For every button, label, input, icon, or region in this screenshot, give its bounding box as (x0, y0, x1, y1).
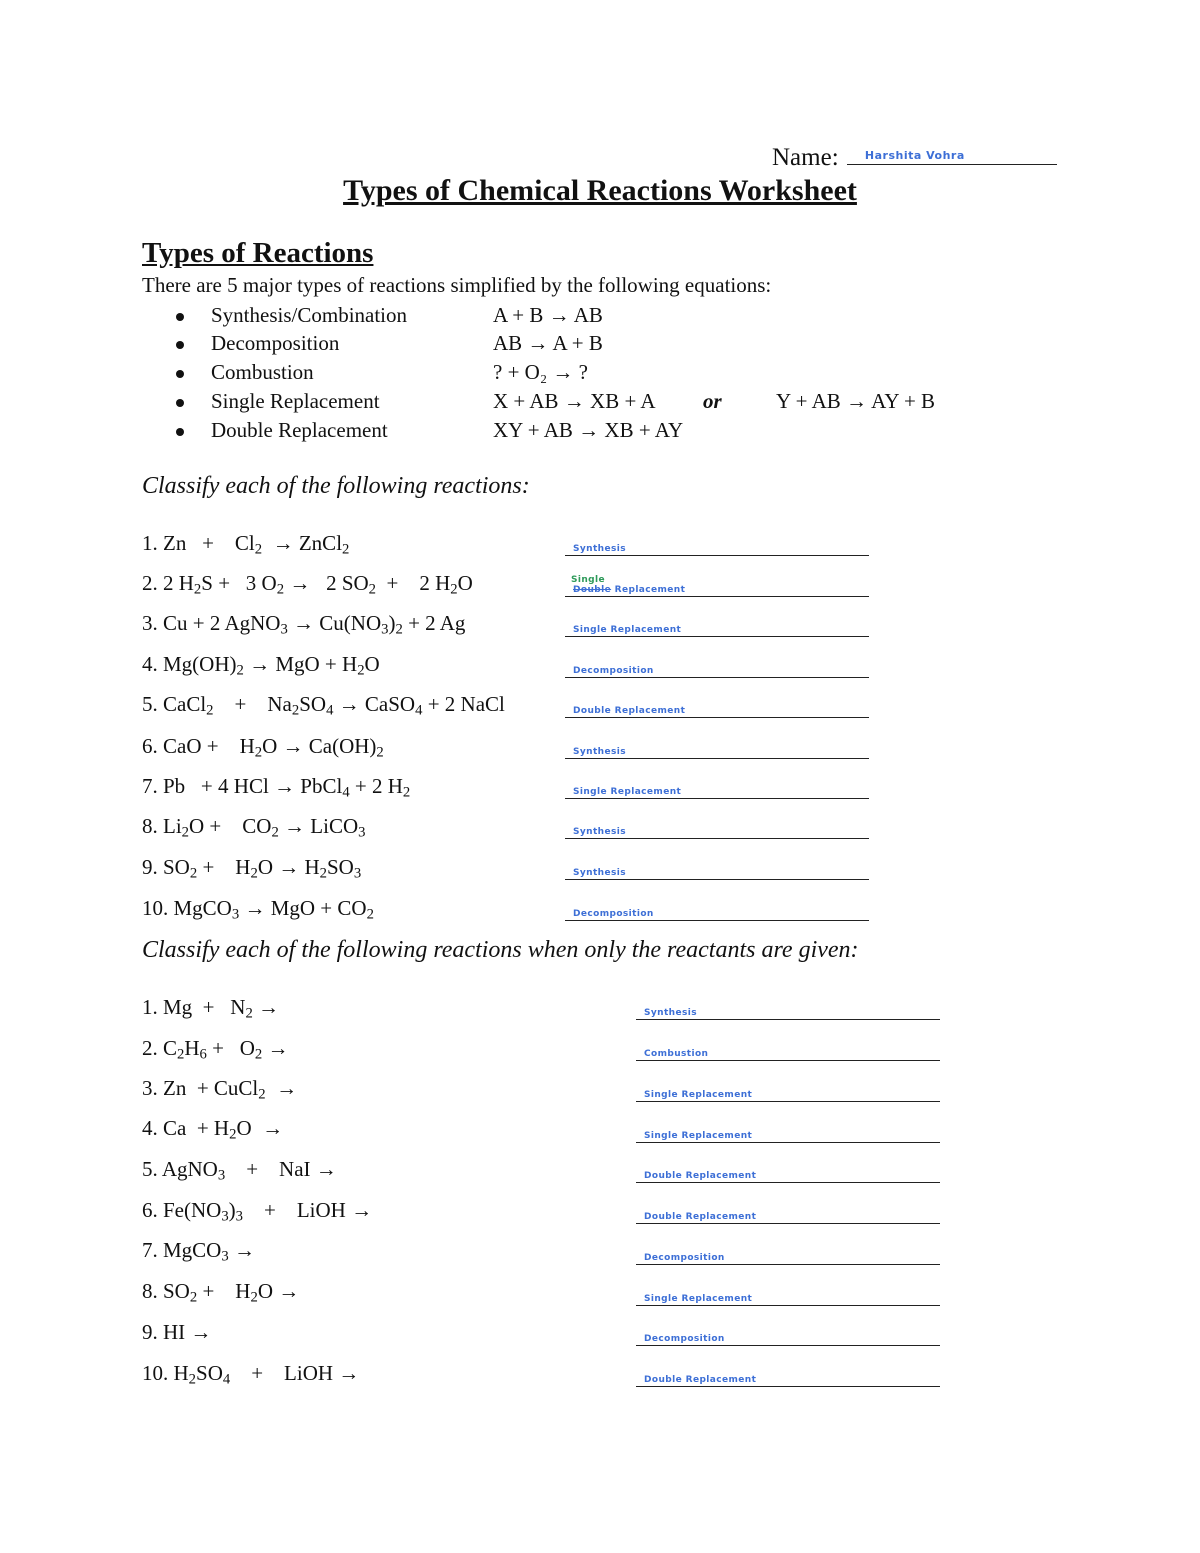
answer-handwriting: Single Replacement (644, 1294, 753, 1304)
reaction-number: 1. (142, 995, 158, 1019)
answer-handwriting: Synthesis (573, 868, 626, 878)
answer-field[interactable] (565, 539, 869, 556)
answer-handwriting: Synthesis (573, 544, 626, 554)
answer-handwriting: Single Replacement (644, 1090, 753, 1100)
worksheet-title: Types of Chemical Reactions Worksheet (343, 174, 857, 207)
reaction-number: 2. (142, 571, 158, 595)
type-name: Single Replacement (211, 389, 380, 413)
answer-handwriting: Double Replacement (644, 1212, 757, 1222)
answer-handwriting: Decomposition (644, 1334, 725, 1344)
answer-field[interactable] (636, 1248, 940, 1265)
reaction-number: 6. (142, 1198, 158, 1222)
answer-field[interactable] (636, 1370, 940, 1387)
reaction: 7. Pb + 4 HCl → PbCl$_4$ + 2 $H_2$ (142, 774, 411, 801)
name-handwriting: Harshita Vohra (864, 149, 965, 162)
answer-handwriting: Double Replacement (644, 1171, 757, 1181)
type-name: Synthesis/Combination (211, 303, 408, 327)
reaction: 8. $Li_2O$ + $CO_2$ → LiCO$_3$ (142, 814, 366, 841)
answer-handwriting: Decomposition (573, 666, 654, 676)
type-equation: X + AB → XB + A (493, 389, 656, 413)
answer-field[interactable] (636, 1289, 940, 1306)
reaction: 10. MgCO$_3$ → MgO + $CO_2$ (142, 896, 374, 923)
answer-handwriting: Synthesis (573, 747, 626, 757)
answer-field[interactable] (636, 1003, 940, 1020)
answer-handwriting: Single Replacement (573, 625, 682, 635)
reaction: 5. AgNO$_3$ + NaI → (142, 1157, 337, 1184)
answer-field[interactable] (636, 1166, 940, 1183)
answer-handwriting: Double Replacement (644, 1375, 757, 1385)
answer-field[interactable] (636, 1126, 940, 1143)
type-equation: XY + AB → XB + AY (493, 418, 684, 442)
answer-handwriting: Combustion (644, 1049, 709, 1059)
reaction-number: 6. (142, 734, 158, 758)
reaction-number: 4. (142, 652, 158, 676)
reaction-number: 5. (142, 1157, 158, 1181)
reaction-number: 5. (142, 692, 158, 716)
reaction-number: 1. (142, 531, 158, 555)
reaction: 6. $Fe(NO_3)_3$ + LiOH → (142, 1198, 373, 1225)
type-name: Decomposition (211, 331, 340, 355)
answer-handwriting: Synthesis (644, 1008, 697, 1018)
reaction-number: 2. (142, 1036, 158, 1060)
name-field[interactable] (847, 144, 1057, 165)
reaction: 7. MgCO$_3$ → (142, 1238, 255, 1265)
type-equation-alt: Y + AB → AY + B (776, 389, 936, 413)
answer-handwriting: Single Replacement (573, 787, 682, 797)
bullet-icon (176, 341, 184, 349)
answer-field[interactable] (565, 661, 869, 678)
or-word: or (703, 389, 722, 413)
reaction-number: 4. (142, 1116, 158, 1140)
reaction: 4. $Ca + H_2O$ → (142, 1116, 284, 1143)
struck-word: Double (573, 585, 612, 595)
type-equation: ? + O₂ → ? (493, 360, 588, 384)
answer-handwriting (573, 585, 685, 595)
answer-handwriting: Decomposition (573, 909, 654, 919)
reaction: 3. Zn + CuCl$_2$ → (142, 1076, 298, 1103)
reaction-number: 8. (142, 814, 158, 838)
answer-field[interactable] (636, 1207, 940, 1224)
part1-instruction: Classify each of the following reactions: (142, 473, 530, 499)
reaction: 9. $SO_2$ + $H_2O \to H_2SO_3$ (142, 855, 362, 882)
intro-text: There are 5 major types of reactions simplified by the following equations: (142, 273, 772, 297)
reaction: 2. 2 $H_2S + 3$ $O_2 \to 2$ $SO_2$ + 2 $H_2O$ (142, 571, 473, 598)
reaction: 1. $Mg + N_2$ → (142, 995, 280, 1022)
bullet-icon (176, 428, 184, 436)
reaction-number: 10. (142, 896, 169, 920)
type-equation: AB → A + B (493, 331, 603, 355)
answer-word: Replacement (614, 585, 686, 595)
answer-field[interactable] (565, 782, 869, 799)
answer-correction: Single (571, 575, 606, 585)
reaction-number: 10. (142, 1361, 169, 1385)
reaction: 6. CaO + $H_2O \to Ca(OH)_2$ (142, 734, 384, 761)
reaction-number: 3. (142, 1076, 158, 1100)
reaction: 10. $H_2SO_4$ + LiOH → (142, 1361, 360, 1388)
name-label: Name: (772, 144, 839, 171)
bullet-icon (176, 313, 184, 321)
answer-field[interactable] (565, 904, 869, 921)
reaction-number: 8. (142, 1279, 158, 1303)
section-heading: Types of Reactions (142, 237, 374, 269)
reaction: 4. $Mg(OH)_2$ → MgO + $H_2O$ (142, 652, 380, 679)
answer-field[interactable] (565, 575, 869, 597)
bullet-icon (176, 399, 184, 407)
reaction: 5. CaCl$_2$ + $Na_2SO_4$ → CaSO$_4$ + 2 NaCl (142, 692, 505, 719)
part2-instruction: Classify each of the following reactions when only the reactants are given: (142, 937, 859, 963)
answer-field[interactable] (565, 822, 869, 839)
answer-field[interactable] (565, 701, 869, 718)
reaction: 3. Cu + 2 AgNO$_3$ → $Cu(NO_3)_2 + 2$ Ag (142, 611, 466, 638)
answer-field[interactable] (636, 1085, 940, 1102)
reaction: 2. $C_2H_6 + O_2$ → (142, 1036, 289, 1063)
answer-field[interactable] (636, 1329, 940, 1346)
answer-field[interactable] (636, 1044, 940, 1061)
bullet-icon (176, 370, 184, 378)
reaction-number: 9. (142, 1320, 158, 1344)
answer-handwriting: Decomposition (644, 1253, 725, 1263)
reaction-number: 7. (142, 774, 158, 798)
name-line (772, 144, 1057, 172)
type-equation: A + B → AB (493, 303, 603, 327)
answer-field[interactable] (565, 863, 869, 880)
type-name: Double Replacement (211, 418, 388, 442)
answer-handwriting: Single Replacement (644, 1131, 753, 1141)
answer-field[interactable] (565, 742, 869, 759)
answer-handwriting: Double Replacement (573, 706, 686, 716)
answer-handwriting: Synthesis (573, 827, 626, 837)
reaction: 8. $SO_2$ + $H_2O$ → (142, 1279, 300, 1306)
reaction: 9. HI → (142, 1320, 212, 1344)
type-name: Combustion (211, 360, 314, 384)
reaction: 1. Zn + $Cl_2$ → ZnCl$_2$ (142, 531, 350, 558)
reaction-number: 9. (142, 855, 158, 879)
reaction-number: 3. (142, 611, 158, 635)
answer-field[interactable] (565, 620, 869, 637)
reaction-number: 7. (142, 1238, 158, 1262)
